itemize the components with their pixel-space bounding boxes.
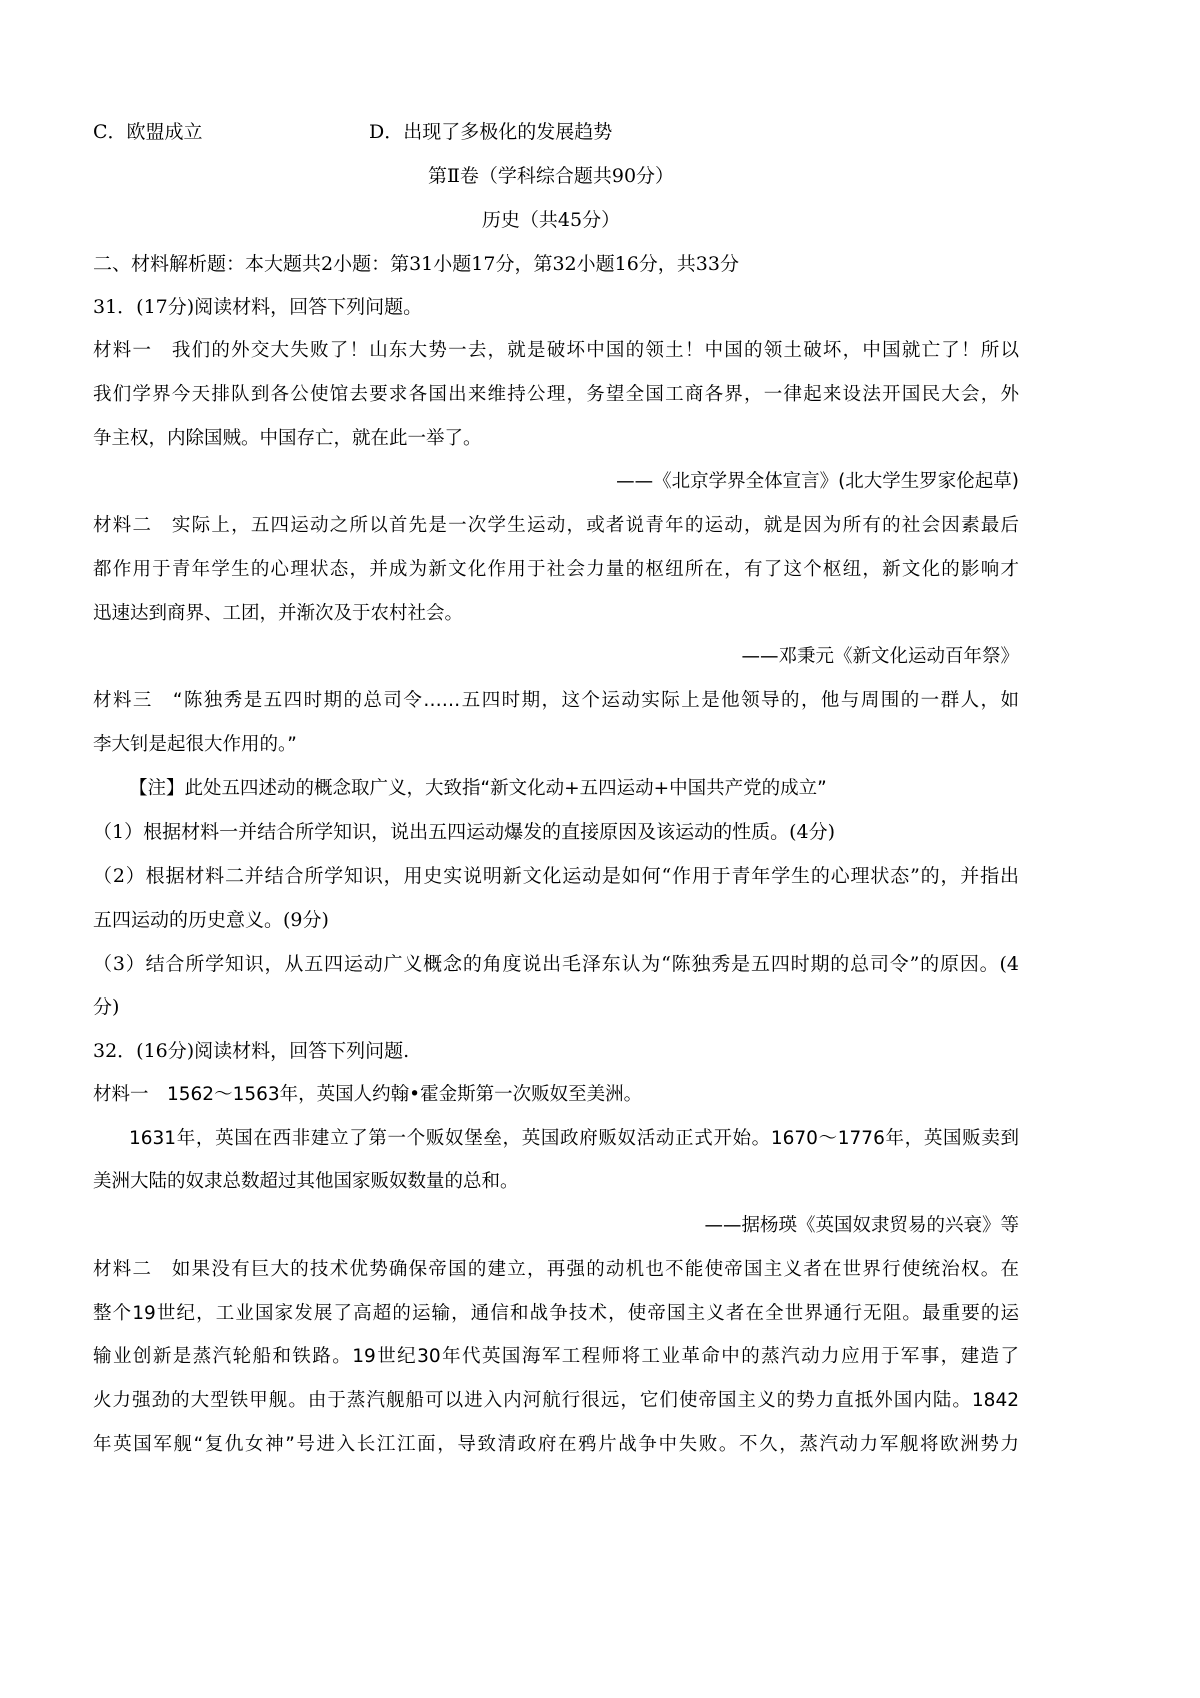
q32-material1-source: ——据杨瑛《英国奴隶贸易的兴衰》等	[704, 1215, 1019, 1236]
q31-material2-line: 迅速达到商界、工团，并渐次及于农村社会。	[93, 603, 464, 624]
q32-stem: 32．(16分)阅读材料，回答下列问题.	[93, 1040, 410, 1062]
q31-subquestion-1: （1）根据材料一并结合所学知识，说出五四运动爆发的直接原因及该运动的性质。(4分)	[93, 821, 836, 843]
q32-material1-paragraph: 1631年，英国在西非建立了第一个贩奴堡垒，英国政府贩奴活动正式开始。1670～1776年，英国贩卖到	[129, 1128, 1019, 1149]
option-row	[93, 118, 1019, 146]
q31-material1-source: ——《北京学界全体宣言》(北大学生罗家伦起草)	[616, 471, 1019, 492]
q32-material2-line: 输业创新是蒸汽轮船和铁路。19世纪30年代英国海军工程师将工业革命中的蒸汽动力应用于军事，建造了	[93, 1346, 1019, 1367]
q31-subquestion-3: （3）结合所学知识，从五四运动广义概念的角度说出毛泽东认为“陈独秀是五四时期的总司令”的原因。(4	[93, 953, 1019, 975]
q31-subquestion-2: （2）根据材料二并结合所学知识，用史实说明新文化运动是如何“作用于青年学生的心理状态”的，并指出	[93, 865, 1019, 887]
option-d: D．出现了多极化的发展趋势	[369, 121, 613, 143]
q32-material2-line: 火力强劲的大型铁甲舰。由于蒸汽舰船可以进入内河航行很远，它们使帝国主义的势力直抵外国内陆。1842	[93, 1390, 1019, 1411]
q31-subquestion-2-cont: 五四运动的历史意义。(9分)	[93, 909, 329, 931]
q32-material2-line: 材料二 如果没有巨大的技术优势确保帝国的建立，再强的动机也不能使帝国主义者在世界行使统治权。在	[93, 1259, 1019, 1280]
q31-material1-line: 争主权，内除国贼。中国存亡，就在此一举了。	[93, 428, 482, 449]
q31-subquestion-3-cont: 分)	[93, 996, 120, 1018]
q32-material2-line: 整个19世纪，工业国家发展了高超的运输，通信和战争技术，使帝国主义者在全世界通行无阻。最重要的运	[93, 1303, 1019, 1324]
q31-material2-line: 都作用于青年学生的心理状态，并成为新文化作用于社会力量的枢纽所在，有了这个枢纽，新文化的影响才	[93, 559, 1019, 580]
q32-material1-line: 材料一 1562～1563年，英国人约翰•霍金斯第一次贩奴至美洲。	[93, 1084, 643, 1105]
q31-material1-line: 我们学界今天排队到各公使馆去要求各国出来维持公理，务望全国工商各界，一律起来设法开国民大会，外	[93, 384, 1019, 405]
q32-material2-line: 年英国军舰“复仇女神”号进入长江江面，导致清政府在鸦片战争中失败。不久，蒸汽动力军舰将欧洲势力	[93, 1434, 1019, 1455]
q31-material2-source: ——邓秉元《新文化运动百年祭》	[741, 646, 1019, 667]
q31-material2-line: 材料二 实际上，五四运动之所以首先是一次学生运动，或者说青年的运动，就是因为所有的社会因素最后	[93, 515, 1019, 536]
q31-note: 【注】此处五四述动的概念取广义，大致指“新文化动+五四运动+中国共产党的成立”	[129, 778, 827, 799]
q31-material1-line: 材料一 我们的外交大失败了！山东大势一去，就是破坏中国的领土！中国的领土破坏，中国就亡了！所以	[93, 340, 1019, 361]
volume-title: 第Ⅱ卷（学科综合题共90分）	[427, 165, 675, 187]
subject-title: 历史（共45分）	[481, 209, 621, 231]
option-c: C．欧盟成立	[93, 121, 203, 143]
q31-material3-line: 李大钊是起很大作用的。”	[93, 734, 297, 755]
q31-stem: 31．(17分)阅读材料，回答下列问题。	[93, 296, 423, 318]
section-header: 二、材料解析题：本大题共2小题：第31小题17分，第32小题16分，共33分	[93, 253, 739, 275]
q32-material1-paragraph-cont: 美洲大陆的奴隶总数超过其他国家贩奴数量的总和。	[93, 1171, 519, 1192]
q31-material3-line: 材料三 “陈独秀是五四时期的总司令……五四时期，这个运动实际上是他领导的，他与周围的一群人，如	[93, 690, 1019, 711]
